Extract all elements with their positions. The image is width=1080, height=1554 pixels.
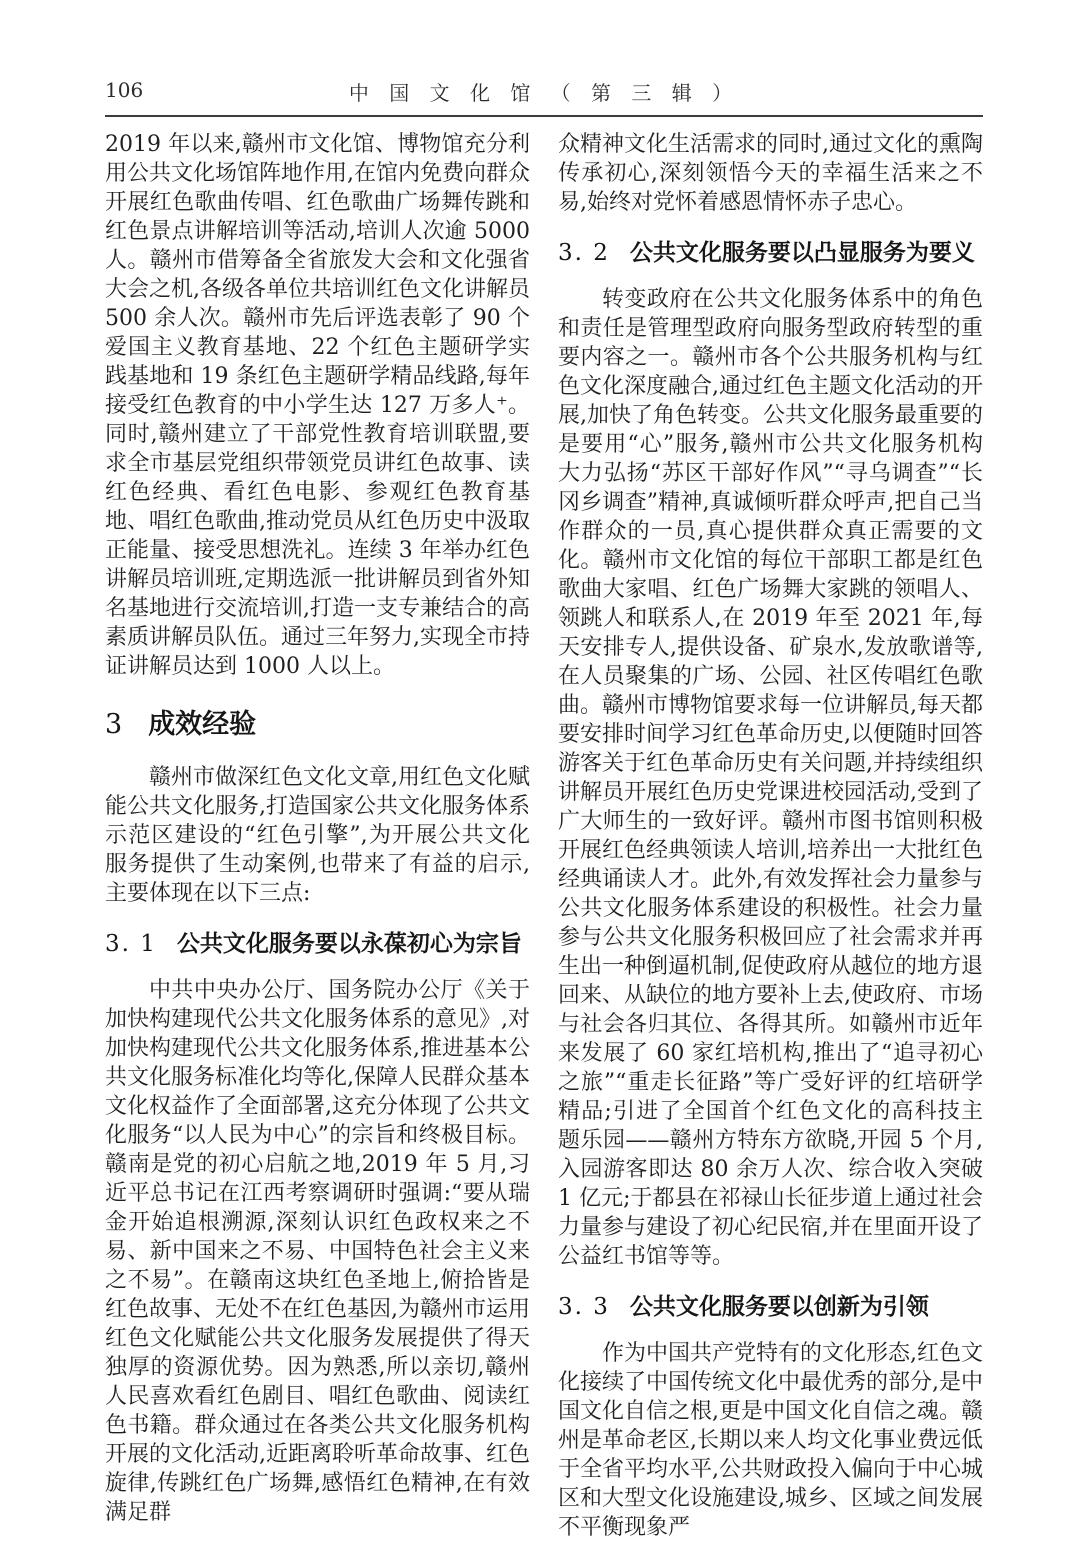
section-3-title: 成效经验 — [148, 709, 257, 740]
page-number: 106 — [105, 78, 144, 102]
section-3-3-heading — [558, 1292, 983, 1322]
section-3-1-heading — [105, 929, 530, 959]
section-3-2-title: 公共文化服务要以凸显服务为要义 — [629, 240, 975, 266]
section-3-3-number: 3. 3 — [558, 1294, 610, 1320]
right-continuation-paragraph: 众精神文化生活需求的同时,通过文化的熏陶传承初心,深刻领悟今天的幸福生活来之不易,始终对党怀着感恩情怀赤子忠心。 — [558, 132, 983, 215]
section-3-1-number: 3. 1 — [105, 931, 157, 957]
section-3-2-paragraph: 转变政府在公共文化服务体系中的角色和责任是管理型政府向服务型政府转型的重要内容之一。赣州市各个公共服务机构与红色文化深度融合,通过红色主题文化活动的开展,加快了角色转变。公共文化服务最重要的是要用“心”服务,赣州市公共文化服务机构大力弘扬“苏区干部好作风”“寻乌调查”“长冈乡调查”精神,真诚倾听群众呼声,把自己当作群众的一员,真心提供群众真正需要的文化。赣州市文化馆的每位干部职工都是红色歌曲大家唱、红色广场舞大家跳的领唱人、领跳人和联系人,在 2019 年至 2021 年,每天安排专人,提供设备、矿泉水,发放歌谱等,在人员聚集的广场、公园、社区传唱红色歌曲。赣州市博物馆要求每一位讲解员,每天都要安排时间学习红色革命历史,以便随时回答游客关于红色革命历史有关问题,并持续组织讲解员开展红色历史党课进校园活动,受到了广大师生的一致好评。赣州市图书馆则积极开展红色经典领读人培训,培养出一大批红色经典诵读人才。此外,有效发挥社会力量参与公共文化服务体系建设的积极性。社会力量参与公共文化服务积极回应了社会需求并再生出一种倒逼机制,促使政府从越位的地方退回来、从缺位的地方要补上去,使政府、市场与社会各归其位、各得其所。如赣州市近年来发展了 60 家红培机构,推出了“追寻初心之旅”“重走长征路”等广受好评的红培研学精品;引进了全国首个红色文化的高科技主题乐园——赣州方特东方欲晓,开园 5 个月,入园游客即达 80 余万人次、综合收入突破 1 亿元;于都县在祁禄山长征步道上通过社会力量参与建设了初心纪民宿,并在里面开设了公益红书馆等等。 — [558, 287, 983, 1269]
section-3-1-title: 公共文化服务要以永葆初心为宗旨 — [176, 931, 522, 957]
two-column-body — [105, 130, 983, 1542]
section-3-intro-paragraph: 赣州市做深红色文化文章,用红色文化赋能公共文化服务,打造国家公共文化服务体系示范区建设的“红色引擎”,为开展公共文化服务提供了生动案例,也带来了有益的启示,主要体现在以下三点: — [105, 765, 530, 906]
section-3-3-title: 公共文化服务要以创新为引领 — [629, 1294, 929, 1320]
left-column — [105, 130, 530, 1542]
section-3-2-number: 3. 2 — [558, 240, 610, 266]
section-3-1-paragraph: 中共中央办公厅、国务院办公厅《关于加快构建现代公共文化服务体系的意见》,对加快构建现代公共文化服务体系,推进基本公共文化服务标准化均等化,保障人民群众基本文化权益作了全面部署,这充分体现了公共文化服务“以人民为中心”的宗旨和终极目标。赣南是党的初心启航之地,2019 年 5 月,习近平总书记在江西考察调研时强调:“要从瑞金开始追根溯源,深刻认识红色政权来之不易、新中国来之不易、中国特色社会主义来之不易”。在赣南这块红色圣地上,俯拾皆是红色故事、无处不在红色基因,为赣州市运用红色文化赋能公共文化服务发展提供了得天独厚的资源优势。因为熟悉,所以亲切,赣州人民喜欢看红色剧目、唱红色歌曲、阅读红色书籍。群众通过在各类公共文化服务机构开展的文化活动,近距离聆听革命故事、红色旋律,传跳红色广场舞,感悟红色精神,在有效满足群 — [105, 978, 530, 1525]
section-3-3-paragraph: 作为中国共产党特有的文化形态,红色文化接续了中国传统文化中最优秀的部分,是中国文化自信之根,更是中国文化自信之魂。赣州是革命老区,长期以来人均文化事业费远低于全省平均水平,公共财政投入偏向于中心城区和大型文化设施建设,城乡、区域之间发展不平衡现象严 — [558, 1341, 983, 1540]
section-3-number: 3 — [105, 709, 123, 740]
left-continuation-paragraph: 2019 年以来,赣州市文化馆、博物馆充分利用公共文化场馆阵地作用,在馆内免费向群众开展红色歌曲传唱、红色歌曲广场舞传跳和红色景点讲解培训等活动,培训人次逾 5000 人。赣州市借筹备全省旅发大会和文化强省大会之机,各级各单位共培训红色文化讲解员 500 余人次。赣州市先后评选表彰了 90 个爱国主义教育基地、22 个红色主题研学实践基地和 19 条红色主题研学精品线路,每年接受红色教育的中小学生达 127 万多人⁺。同时,赣州建立了干部党性教育培训联盟,要求全市基层党组织带领党员讲红色故事、读红色经典、看红色电影、参观红色教育基地、唱红色歌曲,推动党员从红色历史中汲取正能量、接受思想洗礼。连续 3 年举办红色讲解员培训班,定期选派一批讲解员到省外知名基地进行交流培训,打造一支专兼结合的高素质讲解员队伍。通过三年努力,实现全市持证讲解员达到 1000 人以上。 — [105, 132, 530, 679]
header-divider — [105, 115, 983, 117]
running-title: 中 国 文 化 馆 （ 第 三 辑 ） — [348, 81, 740, 105]
section-3-2-heading — [558, 238, 983, 268]
page-header — [105, 0, 983, 106]
section-3-heading — [105, 708, 530, 742]
right-column — [558, 130, 983, 1542]
